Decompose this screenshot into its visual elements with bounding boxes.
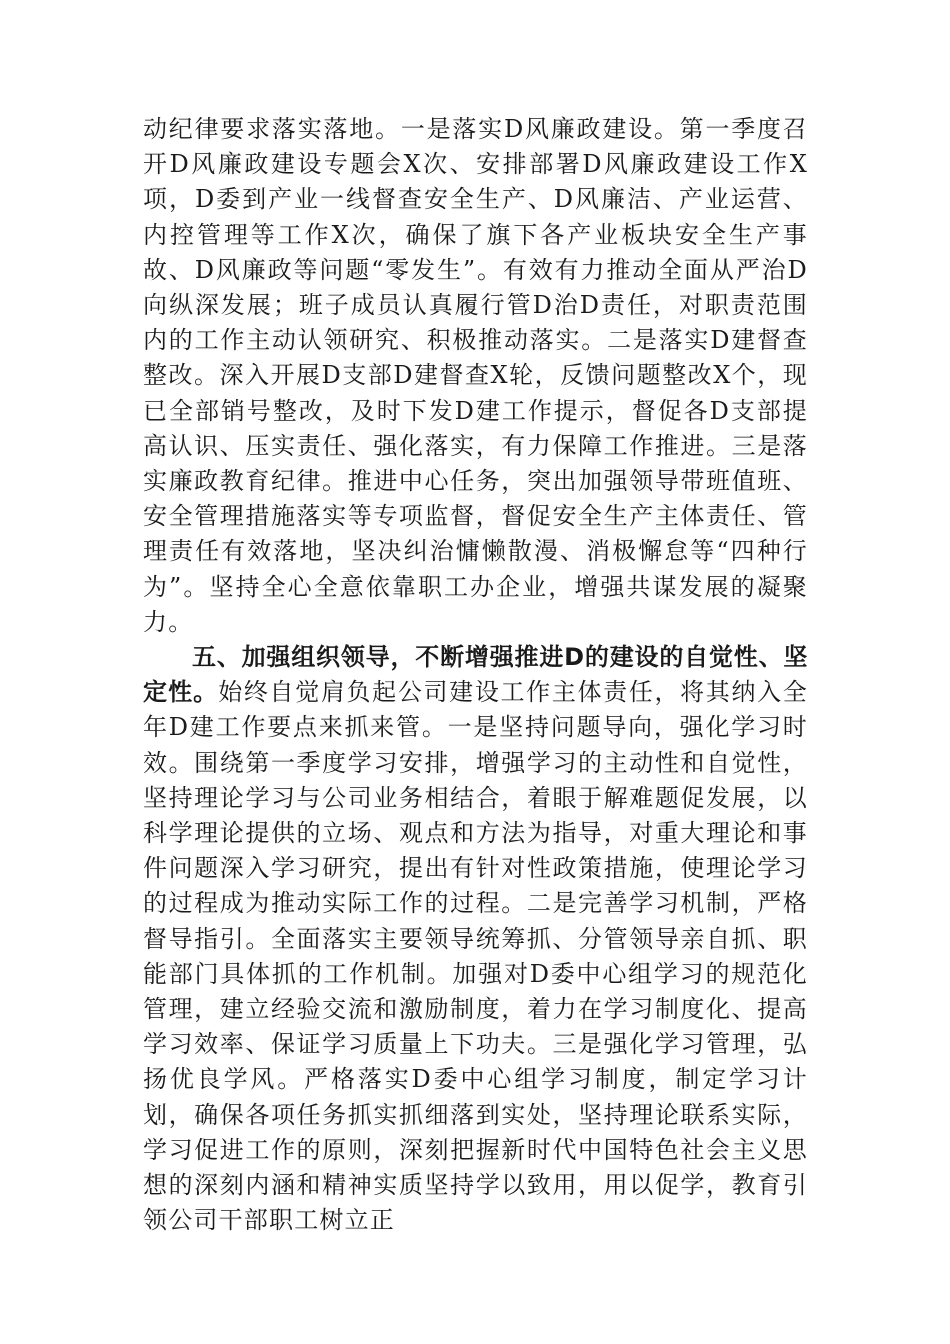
- body-paragraph: 动纪律要求落实落地。一是落实D风廉政建设。第一季度召开D风廉政建设专题会X次、安排部署D风廉政建设工作X项，D委到产业一线督查安全生产、D风廉洁、产业运营、内控管理等工作X次，确保了旗下各产业板块安全生产事故、D风廉政等问题“零发生”。有效有力推动全面从严治D向纵深发展；班子成员认真履行管D治D责任，对职责范围内的工作主动认领研究、积极推动落实。二是落实D建督查整改。深入开展D支部D建督查X轮，反馈问题整改X个，现已全部销号整改，及时下发D建工作提示，督促各D支部提高认识、压实责任、强化落实，有力保障工作推进。三是落实廉政教育纪律。推进中心任务，突出加强领导带班值班、安全管理措施落实等专项监督，督促安全生产主体责任、管理责任有效落地，坚决纠治慵懒散漫、消极懈怠等“四种行为”。坚持全心全意依靠职工办企业，增强共谋发展的凝聚力。: [143, 115, 808, 636]
- section-body-text: 始终自觉肩负起公司建设工作主体责任，将其纳入全年D建工作要点来抓来管。一是坚持问题导向，强化学习时效。围绕第一季度学习安排，增强学习的主动性和自觉性，坚持理论学习与公司业务相结合，着眼于解难题促发展，以科学理论提供的立场、观点和方法为指导，对重大理论和事件问题深入学习研究，提出有针对性政策措施，使理论学习的过程成为推动实际工作的过程。二是完善学习机制，严格督导指引。全面落实主要领导统筹抓、分管领导亲自抓、职能部门具体抓的工作机制。加强对D委中心组学习的规范化管理，建立经验交流和激励制度，着力在学习制度化、提高学习效率、保证学习质量上下功夫。三是强化学习管理，弘扬优良学风。严格落实D委中心组学习制度，制定学习计划，确保各项任务抓实抓细落到实处，坚持理论联系实际，学习促进工作的原则，深刻把握新时代中国特色社会主义思想的深刻内涵和精神实质坚持学以致用，用以促学，教育引领公司干部职工树立正: [143, 678, 808, 1235]
- document-body: [143, 112, 808, 1239]
- section-heading: 五、加强组织领导，不断增强推进D的建设的自觉性、坚定性。: [143, 643, 808, 707]
- section-paragraph: [143, 640, 808, 1238]
